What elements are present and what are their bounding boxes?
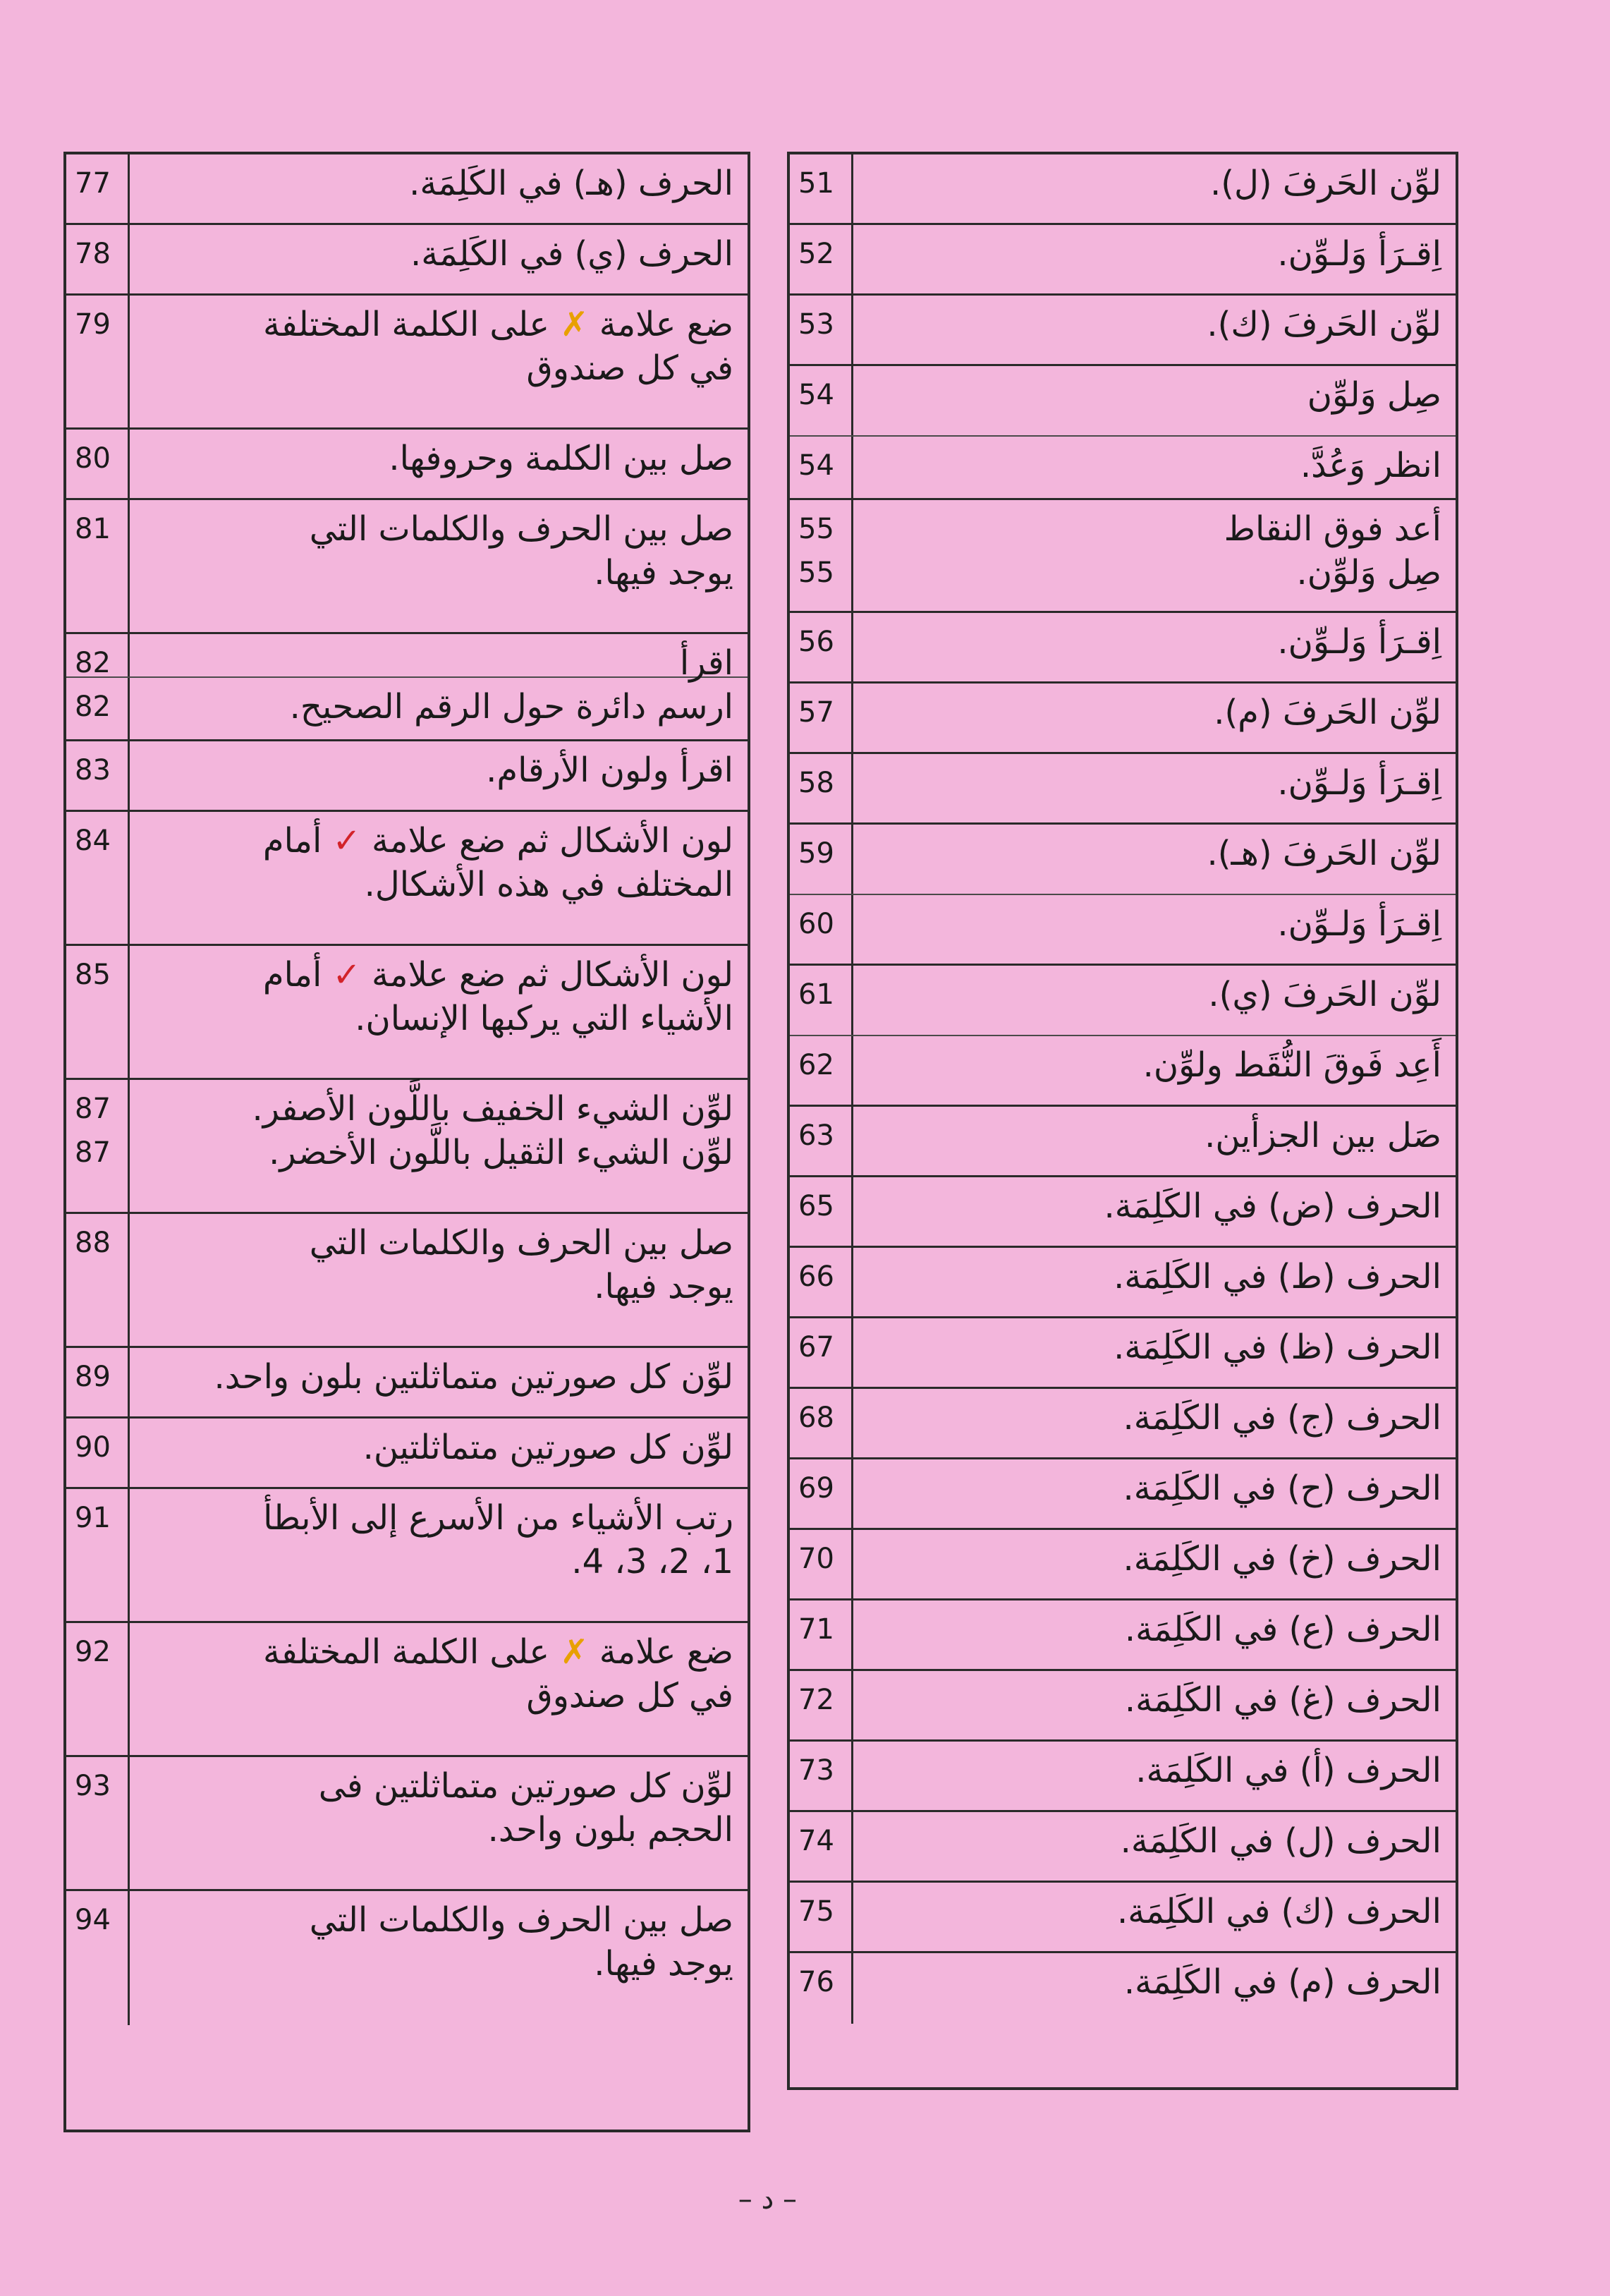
page-number-cell	[790, 1318, 853, 1387]
activity-title-cell	[130, 225, 748, 293]
activity-title: لوِّن الشيء الثقيل باللَّون الأخضر.	[269, 1133, 733, 1172]
activity-title-cell	[130, 812, 748, 944]
page-number-cell	[790, 1530, 853, 1598]
page-number: 84	[75, 825, 111, 857]
page-number: 81	[75, 513, 111, 545]
activity-title: اقرأ ولون الأرقام.	[486, 751, 733, 790]
page-number: 66	[798, 1261, 834, 1293]
page-number-cell	[66, 678, 130, 739]
page-number-cell	[790, 966, 853, 1035]
page-number: 87	[75, 1136, 111, 1169]
page-number-cell	[66, 1891, 130, 2025]
activity-title: الحرف (ظ) في الكَلِمَة.	[1114, 1328, 1441, 1367]
right-table-row	[790, 225, 1456, 296]
page-number-cell	[66, 225, 130, 293]
activity-title: لوِّن الحَرفَ (هـ).	[1207, 834, 1441, 873]
activity-title: اِقـرَأ وَلـوِّن.	[1277, 234, 1441, 274]
activity-title-cell	[130, 1489, 748, 1621]
activity-title: الحرف (أ) في الكَلِمَة.	[1135, 1751, 1441, 1790]
page-number-cell	[790, 1248, 853, 1316]
activity-title: أعد فوق النقاط	[1224, 509, 1441, 549]
page-number-cell	[790, 437, 853, 498]
right-table-row	[790, 296, 1456, 366]
right-table-row	[790, 1953, 1456, 2024]
left-table-row	[66, 1489, 748, 1623]
page-number: 75	[798, 1895, 834, 1928]
page-number-cell	[790, 1177, 853, 1246]
activity-title-cell	[130, 1214, 748, 1346]
page-number: 73	[798, 1754, 834, 1787]
activity-title-cell	[853, 613, 1456, 681]
left-table-row	[66, 500, 748, 634]
page-number: 74	[798, 1825, 834, 1857]
page-number-cell	[66, 1489, 130, 1621]
activity-title: الحرف (ض) في الكَلِمَة.	[1104, 1186, 1441, 1226]
activity-title: الحرف (م) في الكَلِمَة.	[1123, 1962, 1441, 2002]
page-number: 82	[75, 691, 111, 723]
activity-title-cell	[130, 430, 748, 498]
page-number-cell	[790, 1883, 853, 1951]
activity-title: أَعِد فَوقَ النُّقَط ولوِّن.	[1142, 1045, 1441, 1085]
page-number: 55	[798, 557, 834, 589]
page-number: 52	[798, 238, 834, 270]
activity-title: في كل صندوق	[526, 348, 733, 388]
activity-title-cell	[130, 296, 748, 427]
activity-title: اِقـرَأ وَلـوِّن.	[1277, 904, 1441, 944]
page-number-cell	[66, 1623, 130, 1755]
activity-title-cell	[853, 366, 1456, 435]
page-number-cell	[790, 1459, 853, 1528]
right-table-row	[790, 1883, 1456, 1953]
page-number: 57	[798, 696, 834, 729]
toc-table-right	[787, 152, 1458, 2090]
activity-title-cell	[853, 1671, 1456, 1739]
activity-title: صِل وَلوِّن.	[1296, 553, 1441, 593]
page-number: 90	[75, 1431, 111, 1464]
page-number-cell	[790, 1671, 853, 1739]
activity-title: الحرف (ك) في الكَلِمَة.	[1116, 1892, 1441, 1931]
activity-title-cell	[853, 437, 1456, 498]
left-table-row	[66, 1080, 748, 1214]
activity-title: صَل بين الجزأين.	[1205, 1116, 1441, 1155]
page-number-cell	[790, 1389, 853, 1457]
activity-title-cell	[853, 1248, 1456, 1316]
page-number-cell	[790, 500, 853, 611]
toc-table-left	[63, 152, 750, 2132]
page-number-cell	[790, 895, 853, 964]
left-table-row	[66, 296, 748, 430]
right-table-row	[790, 754, 1456, 825]
activity-title-cell	[130, 500, 748, 632]
page-number: 69	[798, 1472, 834, 1505]
page-number-cell	[790, 825, 853, 894]
right-table-row	[790, 1036, 1456, 1107]
activity-title-cell	[853, 1459, 1456, 1528]
page-number-cell	[66, 296, 130, 427]
activity-title: 1، 2، 3، 4.	[571, 1542, 733, 1581]
page-number: 79	[75, 308, 111, 341]
page-number: 93	[75, 1770, 111, 1802]
left-table-row	[66, 1757, 748, 1891]
activity-title-cell	[853, 500, 1456, 611]
right-table-row	[790, 1107, 1456, 1177]
right-table-row	[790, 1600, 1456, 1671]
right-table-row	[790, 613, 1456, 684]
activity-title: لوِّن الشيء الخفيف باللَّون الأصفر.	[252, 1089, 733, 1129]
activity-title: صل بين الحرف والكلمات التي	[309, 509, 733, 549]
activity-title-cell	[853, 1177, 1456, 1246]
left-table-row	[66, 812, 748, 946]
right-table-row	[790, 500, 1456, 613]
page-number: 94	[75, 1904, 111, 1936]
page-number-cell	[66, 946, 130, 1078]
activity-title: الحرف (ي) في الكَلِمَة.	[410, 234, 733, 274]
page-number: 71	[798, 1613, 834, 1646]
activity-title: لوِّن كل صورتين متماثلتين فى	[318, 1766, 733, 1806]
activity-title-cell	[853, 1530, 1456, 1598]
activity-title: المختلف في هذه الأشكال.	[364, 865, 733, 904]
page-number: – د –	[738, 2183, 797, 2216]
activity-title-cell	[853, 1953, 1456, 2024]
activity-title: ضع علامة ✗ على الكلمة المختلفة	[262, 1632, 733, 1672]
activity-title: الحجم بلون واحد.	[487, 1810, 733, 1849]
activity-title: لون الأشكال ثم ضع علامة ✓ أمام	[262, 955, 733, 995]
page-number: 70	[798, 1543, 834, 1575]
right-table-row	[790, 1459, 1456, 1530]
right-table-row	[790, 1318, 1456, 1389]
page-number-cell	[790, 754, 853, 822]
activity-title: اِقـرَأ وَلـوِّن.	[1277, 763, 1441, 803]
page-number: 53	[798, 308, 834, 341]
right-table-row	[790, 1530, 1456, 1600]
left-table-row	[66, 225, 748, 296]
activity-title: اِقـرَأ وَلـوِّن.	[1277, 622, 1441, 662]
activity-title-cell	[853, 1812, 1456, 1881]
page-number-cell	[790, 613, 853, 681]
page-number-cell	[66, 430, 130, 498]
activity-title-cell	[853, 825, 1456, 894]
page-number-cell	[66, 741, 130, 810]
page-number: 80	[75, 442, 111, 475]
activity-title: صِل وَلوِّن	[1307, 375, 1441, 415]
activity-title: لوِّن الحَرفَ (ل).	[1210, 164, 1441, 203]
page-number-cell	[790, 296, 853, 364]
activity-title: صل بين الحرف والكلمات التي	[309, 1900, 733, 1940]
page-number-cell	[66, 1757, 130, 1889]
right-table-row	[790, 1389, 1456, 1459]
activity-title-cell	[853, 754, 1456, 822]
page-number: 65	[798, 1190, 834, 1222]
activity-title-cell	[130, 1348, 748, 1416]
activity-title-cell	[853, 1318, 1456, 1387]
left-table-row	[66, 678, 748, 741]
activity-title: صل بين الكلمة وحروفها.	[389, 439, 733, 478]
page-number-cell	[66, 1348, 130, 1416]
activity-title: يوجد فيها.	[594, 553, 733, 593]
page-number-cell	[790, 1812, 853, 1881]
page-number-cell	[790, 1953, 853, 2024]
page-number: 88	[75, 1227, 111, 1259]
page-number-cell	[790, 1107, 853, 1175]
page-number: 89	[75, 1361, 111, 1393]
activity-title-cell	[853, 1600, 1456, 1669]
page-number: 85	[75, 959, 111, 991]
page-number: 77	[75, 167, 111, 200]
page-number-cell	[66, 634, 130, 679]
page-number-cell	[790, 684, 853, 752]
page-number: 63	[798, 1119, 834, 1152]
page-number: 92	[75, 1636, 111, 1668]
page-number: 54	[798, 449, 834, 482]
x-mark-icon: ✗	[560, 1632, 589, 1672]
activity-title-cell	[130, 154, 748, 223]
activity-title-cell	[853, 1107, 1456, 1175]
activity-title: صل بين الحرف والكلمات التي	[309, 1223, 733, 1263]
page-number: 78	[75, 238, 111, 270]
activity-title: ضع علامة ✗ على الكلمة المختلفة	[262, 305, 733, 344]
left-table-row	[66, 154, 748, 225]
page-number: 54	[798, 379, 834, 411]
page-number-cell	[790, 366, 853, 435]
page-number: 82	[75, 647, 111, 679]
activity-title: لوِّن كل صورتين متماثلتين.	[362, 1428, 733, 1467]
x-mark-icon: ✗	[560, 305, 589, 344]
left-table-row	[66, 634, 748, 683]
activity-title-cell	[853, 966, 1456, 1035]
activity-title: الأشياء التي يركبها الإنسان.	[355, 999, 733, 1038]
activity-title: لوِّن كل صورتين متماثلتين بلون واحد.	[214, 1357, 733, 1397]
right-table-row	[790, 1742, 1456, 1812]
page-number: 62	[798, 1049, 834, 1081]
page-number-cell	[66, 154, 130, 223]
activity-title: ارسم دائرة حول الرقم الصحيح.	[289, 687, 733, 727]
right-table-row	[790, 825, 1456, 895]
activity-title-cell	[130, 678, 748, 739]
activity-title-cell	[130, 634, 748, 683]
page-number-cell	[66, 1080, 130, 1212]
activity-title-cell	[853, 1389, 1456, 1457]
page-number-cell	[790, 154, 853, 223]
activity-title: يوجد فيها.	[594, 1944, 733, 1984]
page-number-cell	[790, 1600, 853, 1669]
left-table-row	[66, 946, 748, 1080]
activity-title: اقرأ	[679, 643, 733, 683]
right-table-row	[790, 1177, 1456, 1248]
activity-title: رتب الأشياء من الأسرع إلى الأبطأ	[263, 1498, 733, 1538]
page-number: 87	[75, 1093, 111, 1125]
activity-title-cell	[130, 1623, 748, 1755]
page-number: 55	[798, 513, 834, 545]
page-number: 59	[798, 837, 834, 870]
activity-title: الحرف (خ) في الكَلِمَة.	[1123, 1539, 1441, 1579]
activity-title-cell	[130, 1891, 748, 2025]
check-mark-icon: ✓	[332, 955, 361, 995]
page-number-cell	[790, 225, 853, 293]
activity-title: لوِّن الحَرفَ (م).	[1214, 693, 1441, 732]
right-table-row	[790, 684, 1456, 754]
page-number: 56	[798, 626, 834, 658]
page-number: 61	[798, 978, 834, 1011]
activity-title-cell	[853, 1742, 1456, 1810]
activity-title-cell	[853, 225, 1456, 293]
check-mark-icon: ✓	[332, 821, 361, 861]
right-table-row	[790, 1671, 1456, 1742]
page-number-cell	[66, 500, 130, 632]
activity-title-cell	[853, 1036, 1456, 1105]
right-table-row	[790, 437, 1456, 500]
page-number-cell	[790, 1036, 853, 1105]
activity-title: الحرف (ج) في الكَلِمَة.	[1123, 1398, 1441, 1438]
activity-title: لوِّن الحَرفَ (ي).	[1208, 975, 1441, 1014]
activity-title-cell	[853, 684, 1456, 752]
activity-title: الحرف (ح) في الكَلِمَة.	[1123, 1469, 1441, 1508]
page-number-cell	[66, 812, 130, 944]
activity-title: الحرف (ع) في الكَلِمَة.	[1124, 1610, 1441, 1649]
activity-title: يوجد فيها.	[594, 1267, 733, 1306]
activity-title: في كل صندوق	[526, 1676, 733, 1715]
left-table-row	[66, 430, 748, 500]
page-number: 58	[798, 767, 834, 799]
activity-title-cell	[130, 1757, 748, 1889]
page-number-cell	[66, 1419, 130, 1487]
right-table-row	[790, 1248, 1456, 1318]
page-number: 91	[75, 1502, 111, 1534]
page-number: 51	[798, 167, 834, 200]
activity-title: لوِّن الحَرفَ (ك).	[1207, 305, 1441, 344]
activity-title-cell	[853, 296, 1456, 364]
page-number: 67	[798, 1331, 834, 1363]
activity-title: الحرف (هـ) في الكَلِمَة.	[409, 164, 733, 203]
activity-title: الحرف (ل) في الكَلِمَة.	[1120, 1821, 1441, 1861]
left-table-row	[66, 741, 748, 812]
right-table-row	[790, 1812, 1456, 1883]
activity-title: انظر وَعُدَّ.	[1300, 446, 1441, 485]
activity-title-cell	[853, 1883, 1456, 1951]
left-table-row	[66, 1891, 748, 2025]
page-number: 68	[798, 1402, 834, 1434]
left-table-row	[66, 1419, 748, 1489]
activity-title-cell	[130, 1419, 748, 1487]
page-number: 83	[75, 754, 111, 786]
activity-title-cell	[130, 741, 748, 810]
left-table-row	[66, 1214, 748, 1348]
page-number: 76	[798, 1966, 834, 1998]
activity-title-cell	[853, 895, 1456, 964]
left-table-row	[66, 1623, 748, 1757]
page-number-cell	[790, 1742, 853, 1810]
activity-title: الحرف (ط) في الكَلِمَة.	[1114, 1257, 1441, 1296]
activity-title-cell	[853, 154, 1456, 223]
page-number: 72	[798, 1684, 834, 1716]
page-number: 60	[798, 908, 834, 940]
page-number-cell	[66, 1214, 130, 1346]
right-table-row	[790, 895, 1456, 966]
activity-title: الحرف (غ) في الكَلِمَة.	[1124, 1680, 1441, 1720]
right-table-row	[790, 366, 1456, 437]
activity-title-cell	[130, 1080, 748, 1212]
right-table-row	[790, 966, 1456, 1036]
left-table-row	[66, 1348, 748, 1419]
activity-title-cell	[130, 946, 748, 1078]
activity-title: لون الأشكال ثم ضع علامة ✓ أمام	[262, 821, 733, 861]
right-table-row	[790, 154, 1456, 225]
